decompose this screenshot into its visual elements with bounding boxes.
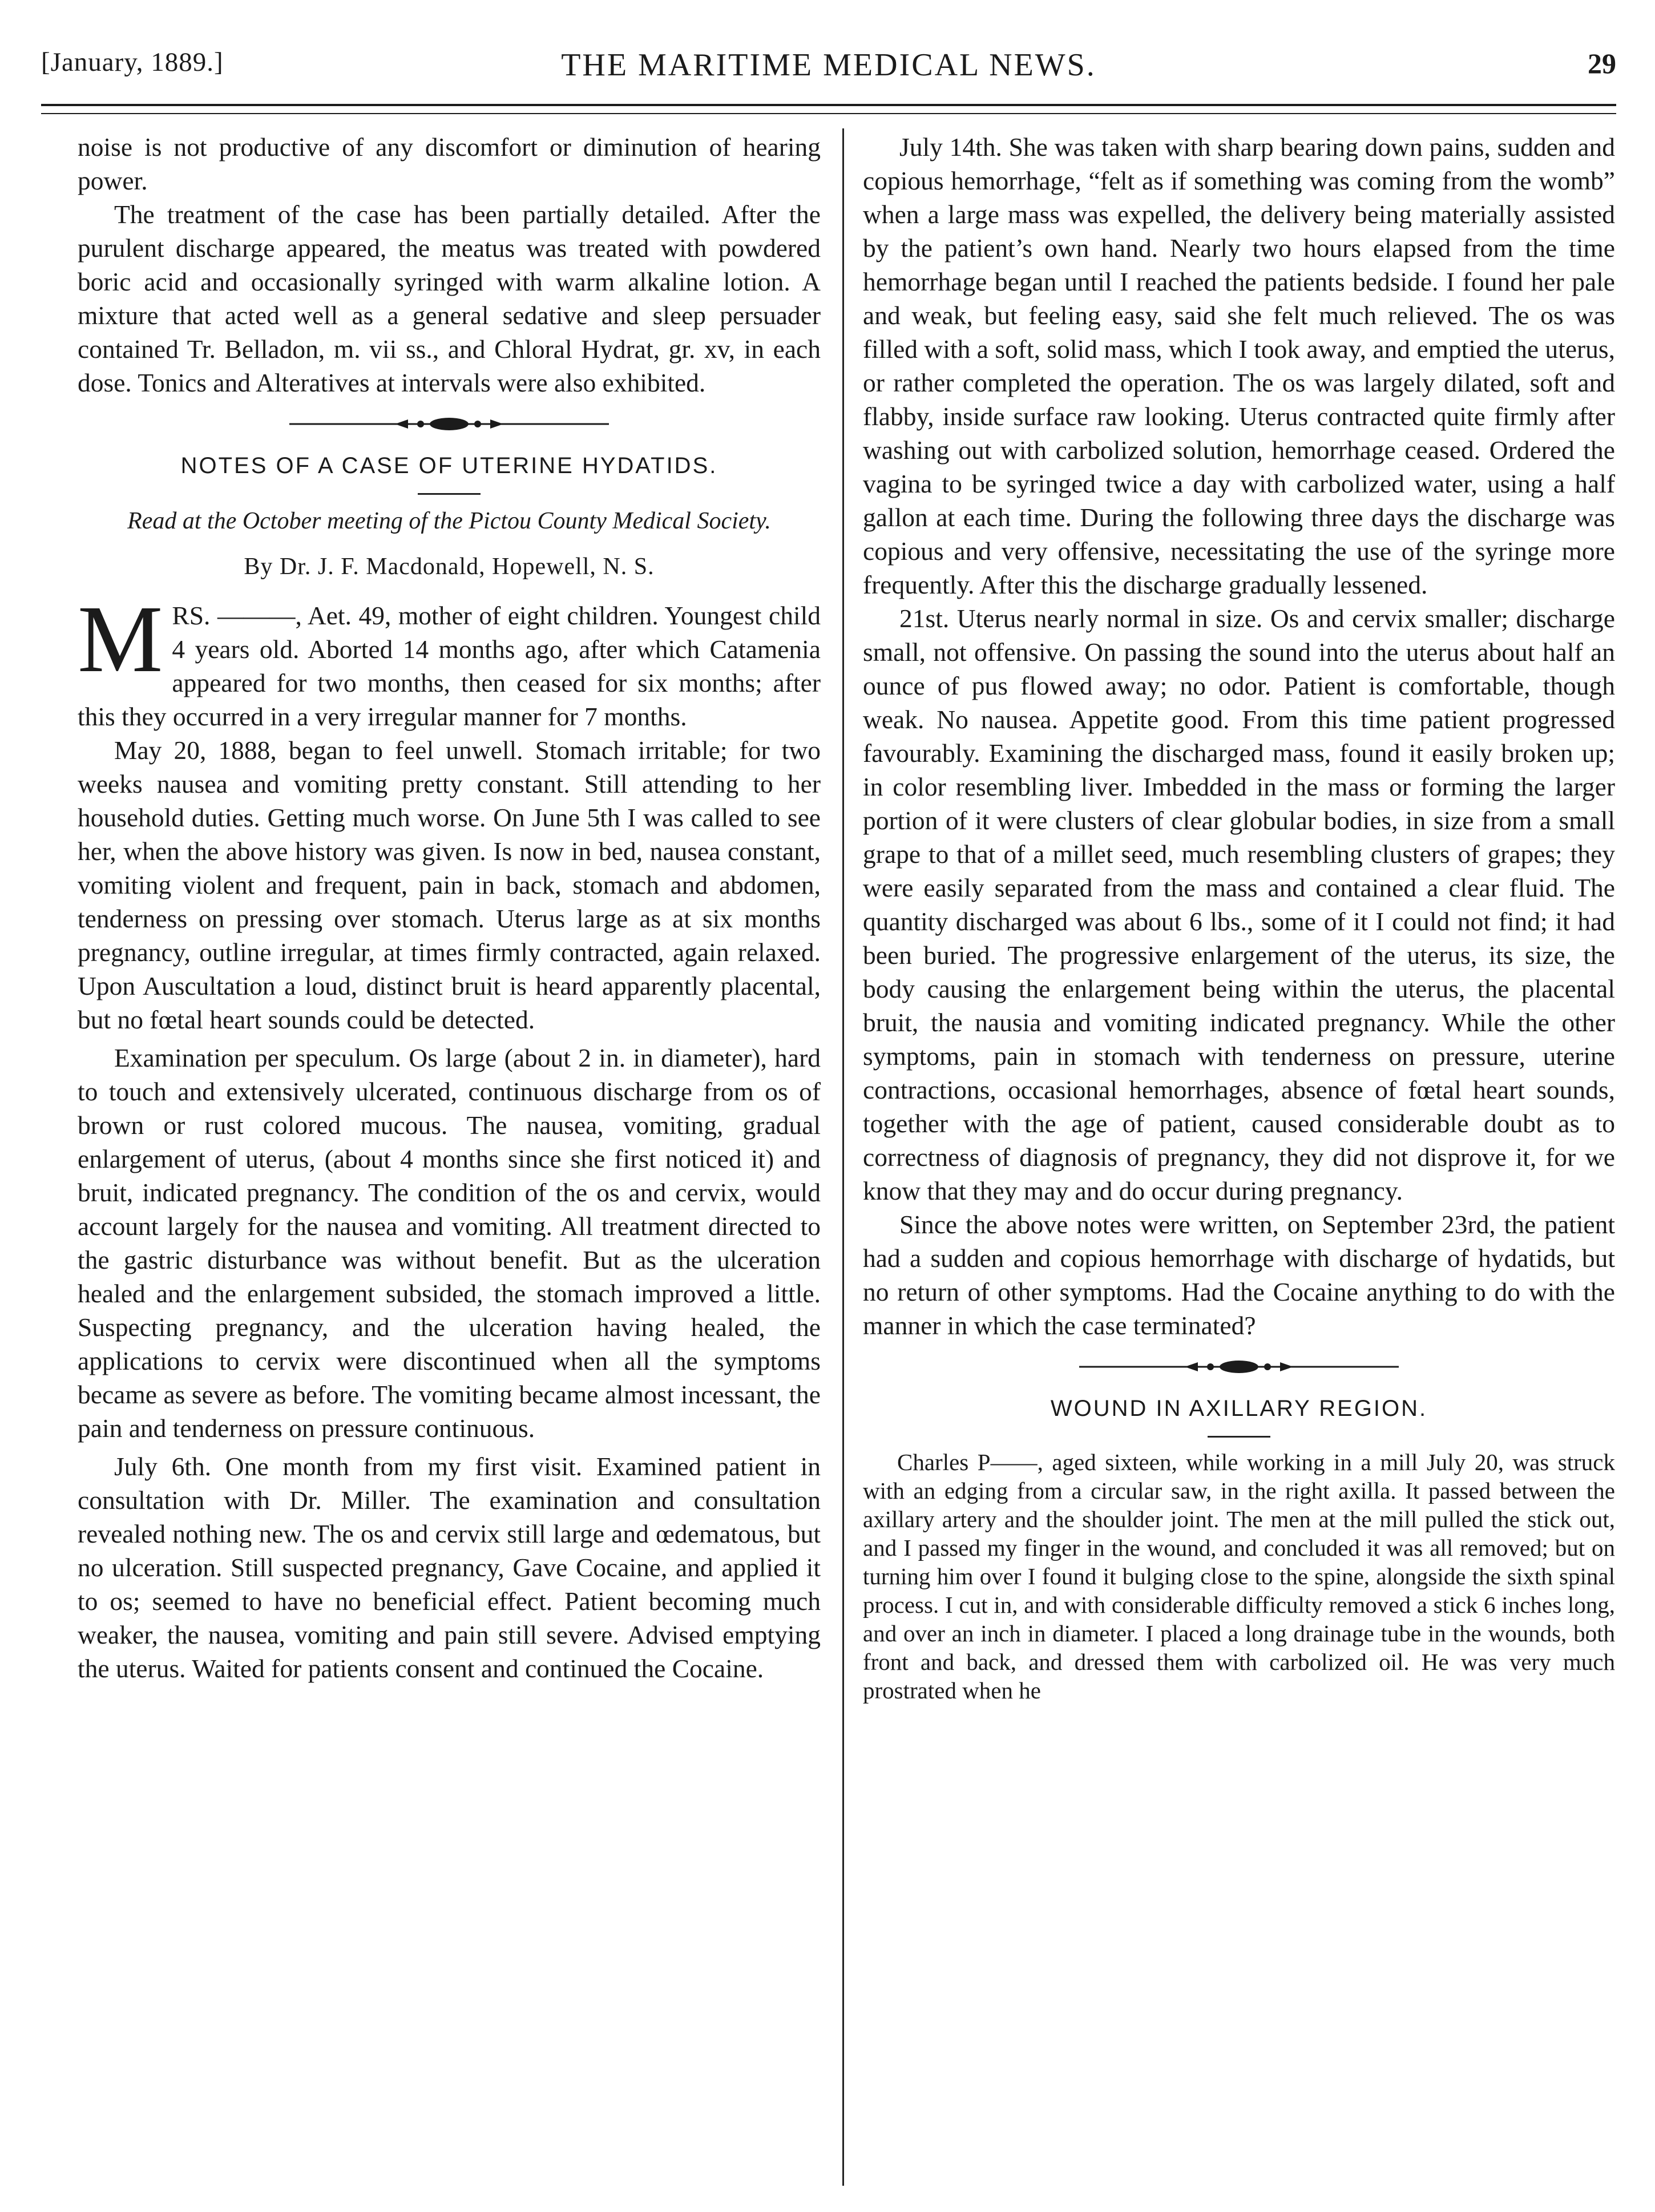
- article-subtitle: Read at the October meeting of the Pictou County Medical Society.: [127, 508, 771, 534]
- title2-rule: [1208, 1436, 1270, 1438]
- intro-block: [78, 586, 821, 733]
- treatment-paragraph: The treatment of the case has been partially detailed. After the purulent discharge appeared, the meatus was treated with powdered boric acid and occasionally syringed with warm alkaline lotion. A mixture that acted well as a general sedative and sleep persuader contained Tr. Belladon, m. vii ss., and Chloral Hydrat, gr. xv, in each dose. Tonics and Alteratives at intervals were also exhibited.: [78, 200, 821, 397]
- right-column: [863, 130, 1615, 1705]
- consultation-paragraph: July 6th. One month from my first visit. Examined patient in consultation with Dr. Miller. The examination and consultation revealed nothing new. The os and cervix still large and œdematous, but no ulceration. Still suspected pregnancy, Gave Cocaine, and applied it to os; seemed to have no beneficial effect. Patient becoming much weaker, the nausea, vomiting and pain still severe. Advised emptying the uterus. Waited for patients consent and continued the Cocaine.: [78, 1452, 821, 1683]
- section-ornament-2: [1056, 1358, 1422, 1375]
- title-rule: [418, 493, 481, 495]
- article-title: NOTES OF A CASE OF UTERINE HYDATIDS.: [180, 453, 718, 478]
- intro-paragraph: RS. ———, Aet. 49, mother of eight children. Youngest child 4 years old. Aborted 14 months ago, after which Catamenia appeared for two months, then ceased for six months; after this they occurred in a very irregular manner for 7 months.: [78, 601, 821, 731]
- page-number: 29: [1588, 47, 1616, 79]
- header-rule-thin: [41, 113, 1616, 114]
- header-rule-thick: [41, 104, 1616, 106]
- wound-paragraph: Charles P——, aged sixteen, while working in a mill July 20, was struck with an edging from a circular saw, in the right axilla. It passed between the axillary artery and the shoulder joint. The men at the mill pulled the stick out, and I passed my finger in the wound, and concluded it was all removed; but on turning him over I found it bulging close to the spine, alongside the sixth spinal process. I cut in, and with considerable difficulty removed a stick 6 inches long, and over an inch in diameter. I placed a long drainage tube in the wounds, both front and back, and dressed them with carbolized oil. He was very much prostrated when he: [863, 1449, 1615, 1704]
- drop-cap: M: [78, 586, 163, 692]
- examination-paragraph: Examination per speculum. Os large (about 2 in. in diameter), hard to touch and extensively ulcerated, continuous discharge from os of brown or rust colored mucous. The nausea, vomiting, gradual enlargement of uterus, (about 4 months since she first noticed it) and bruit, indicated pregnancy. The condition of the os and cervix, would account largely for the nausea and vomiting. All treatment directed to the gastric disturbance was without benefit. But as the ulceration healed and the enlargement subsided, the stomach improved a little. Suspecting pregnancy, and the ulceration having healed, the applications to cervix were discontinued when all the symptoms became as severe as before. The vomiting became almost incessant, the pain and tenderness on pressure continuous.: [78, 1043, 821, 1443]
- history-paragraph: May 20, 1888, began to feel unwell. Stomach irritable; for two weeks nausea and vomiting pretty constant. Still attending to her household duties. Getting much worse. On June 5th I was called to see her, when the above history was given. Is now in bed, nausea constant, vomiting violent and frequent, pain in back, stomach and abdomen, tenderness on pressing over stomach. Uterus large as at six months pregnancy, outline irregular, at times firmly contracted, again relaxed. Upon Auscultation a loud, distinct bruit is heard apparently placental, but no fœtal heart sounds could be detected.: [78, 736, 821, 1034]
- delivery-paragraph: July 14th. She was taken with sharp bearing down pains, sudden and copious hemorrhage, “felt as if something was coming from the womb” when a large mass was expelled, the delivery being materially assisted by the patient’s own hand. Nearly two hours elapsed from the time hemorrhage began until I reached the patients bedside. I found her pale and weak, but feeling easy, said she felt much relieved. The os was filled with a soft, solid mass, which I took away, and emptied the uterus, or rather completed the operation. The os was largely dilated, soft and flabby, inside surface raw looking. Uterus contracted quite firmly after washing out with carbolized solution, hemorrhage ceased. Ordered the vagina to be syringed twice a day with carbolized water, using a half gallon at each time. During the following three days the discharge was copious and very offensive, necessitating the use of the syringe more frequently. After this the discharge gradually lessened.: [863, 132, 1615, 599]
- issue-date: [January, 1889.]: [41, 47, 224, 77]
- postscript-paragraph: Since the above notes were written, on September 23rd, the patient had a sudden and copious hemorrhage with discharge of hydatids, but no return of other symptoms. Had the Cocaine anything to do with the manner in which the case terminated?: [863, 1210, 1615, 1340]
- article2-title: WOUND IN AXILLARY REGION.: [1050, 1396, 1428, 1421]
- page-header: [41, 47, 1616, 98]
- followup-paragraph: 21st. Uterus nearly normal in size. Os and cervix smaller; discharge small, not offensive. On passing the sound into the uterus about half an ounce of pus flowed away; no odor. Patient is comfortable, though weak. No nausea. Appetite good. From this time patient progressed favourably. Examining the discharged mass, found it easily broken up; in color resembling liver. Imbedded in the mass or forming the larger portion of it were clusters of clear globular bodies, in size from a small grape to that of a millet seed, much resembling clusters of grapes; they were easily separated from the mass and contained a clear fluid. The quantity discharged was about 6 lbs., some of it I could not find; it had been buried. The progressive enlargement of the uterus, its size, the body causing the enlargement being within the uterus, the placental bruit, the nausia and vomiting indicated pregnancy. While the other symptoms, pain in stomach with tenderness on pressure, uterine contractions, occasional hemorrhages, absence of fœtal heart sounds, together with the age of patient, caused considerable doubt as to correctness of diagnosis of pregnancy, they did not disprove it, for we know that they may and do occur during pregnancy.: [863, 604, 1615, 1205]
- journal-title: THE MARITIME MEDICAL NEWS.: [561, 47, 1096, 83]
- section-ornament: [267, 415, 632, 433]
- column-divider: [842, 128, 844, 2186]
- continued-paragraph: noise is not productive of any discomfort or diminution of hearing power.: [78, 132, 821, 195]
- left-column: [78, 130, 821, 1685]
- article-author: By Dr. J. F. Macdonald, Hopewell, N. S.: [244, 554, 655, 580]
